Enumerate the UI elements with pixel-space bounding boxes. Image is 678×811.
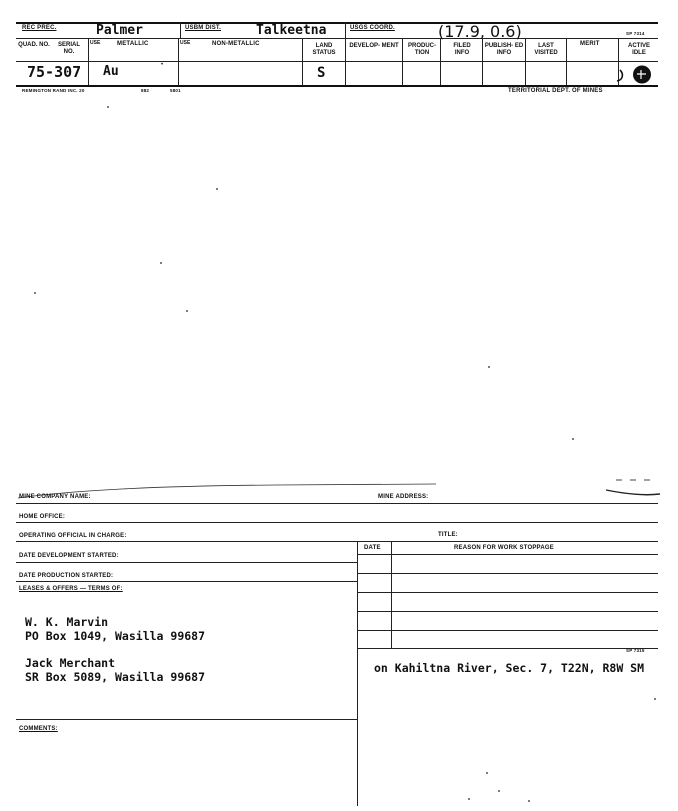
operating-official-label: OPERATING OFFICIAL IN CHARGE: (19, 533, 127, 539)
speck (160, 262, 162, 264)
col-divider-land (345, 38, 346, 85)
quad-label: QUAD. NO. (18, 42, 50, 48)
speck (498, 790, 500, 792)
top-card-rule-2 (16, 61, 658, 62)
active-idle-mark-icon (612, 64, 658, 86)
quad-serial-value: 75-307 (27, 63, 82, 81)
bottom-form-number: SP 7315 (626, 648, 645, 653)
col-divider-develop (402, 38, 403, 85)
usbm-dist-value: Talkeetna (256, 23, 327, 38)
top-form-number: SP 7314 (626, 31, 645, 36)
top-row-divider-2 (345, 22, 346, 39)
active-idle-label: ACTIVE IDLE (627, 43, 650, 56)
speck (654, 698, 656, 700)
top-footer-left: REMINGTON RAND INC. 20 (22, 88, 85, 93)
home-office-label: HOME OFFICE: (19, 514, 66, 520)
speck (34, 292, 36, 294)
col-divider-filed (482, 38, 483, 85)
center-divider (357, 541, 358, 806)
develop-label: DEVELOP- MENT (349, 43, 399, 49)
land-status-label: LAND STATUS (312, 43, 336, 56)
speck (468, 798, 470, 800)
land-status-value: S (317, 65, 326, 81)
stoppage-row-line-1 (357, 573, 658, 574)
last-visited-label: LAST VISITED (534, 43, 558, 56)
stoppage-row-line-2 (357, 592, 658, 593)
speck (216, 188, 218, 190)
top-footer-right: TERRITORIAL DEPT. OF MINES (508, 88, 603, 94)
usgs-coord-value: (17.9, 0.6) (438, 22, 522, 41)
col-divider-published (525, 38, 526, 85)
speck (186, 310, 188, 312)
rec-prec-label: REC PREC. (22, 25, 57, 31)
merit-label: MERIT (580, 41, 600, 47)
row-line-official (16, 541, 658, 542)
speck (488, 366, 490, 368)
row-line-comments (16, 719, 357, 720)
row-line-company (16, 503, 658, 504)
stoppage-row-line-3 (357, 611, 658, 612)
owner-1 (25, 615, 205, 643)
col-divider-production (440, 38, 441, 85)
metallic-value: Au (103, 64, 119, 79)
mine-company-label: MINE COMPANY NAME: (19, 494, 91, 500)
row-line-prod-started (16, 581, 357, 582)
metallic-label: METALLIC (117, 41, 149, 47)
usgs-coord-label: USGS COORD. (350, 25, 395, 31)
top-row-divider-1 (180, 22, 181, 39)
top-card-bottom-rule (16, 85, 658, 87)
filed-info-label: FILED INFO (453, 43, 471, 56)
rec-prec-value: Palmer (96, 23, 143, 38)
row-line-dev-started (16, 562, 357, 563)
leases-label: LEASES & OFFERS — TERMS OF: (19, 586, 123, 592)
col-divider-visited (566, 38, 567, 85)
reason-label: REASON FOR WORK STOPPAGE (454, 545, 554, 551)
date-column-divider (391, 541, 392, 648)
speck (107, 106, 109, 108)
usbm-dist-label: USBM DIST. (185, 25, 222, 31)
stoppage-header-line (357, 554, 658, 555)
speck (486, 772, 488, 774)
col-divider-nonmetallic (302, 38, 303, 85)
location-text: on Kahiltna River, Sec. 7, T22N, R8W SM (374, 661, 645, 675)
mine-address-label: MINE ADDRESS: (378, 494, 429, 500)
date-production-label: DATE PRODUCTION STARTED: (19, 573, 114, 579)
col-divider-quad (88, 38, 89, 85)
published-info-label: PUBLISH- ED INFO (484, 43, 524, 56)
production-label: PRODUC- TION (408, 43, 436, 56)
card-edge-decoration (16, 476, 662, 500)
stoppage-row-line-5 (357, 648, 658, 649)
owner-1-address: PO Box 1049, Wasilla 99687 (25, 629, 206, 643)
owner-2-name: Jack Merchant (25, 656, 116, 670)
speck (572, 438, 574, 440)
top-footer-num2: 5801 (170, 88, 181, 93)
speck (528, 800, 530, 802)
owner-2 (25, 656, 205, 684)
top-card-rule-1 (16, 38, 658, 39)
nonmetallic-label: NON-METALLIC (212, 41, 260, 47)
date-label: DATE (364, 545, 381, 551)
serial-label: SERIAL NO. (57, 42, 80, 55)
nonmetallic-use-label: USE (180, 40, 191, 46)
metallic-dot-mark: • (161, 62, 164, 68)
row-line-home-office (16, 522, 658, 523)
comments-label: COMMENTS: (19, 726, 58, 732)
metallic-use-label: USE (90, 40, 101, 46)
top-footer-num1: 882 (141, 88, 150, 93)
owner-2-address: SR Box 5089, Wasilla 99687 (25, 670, 206, 684)
title-label: TITLE: (438, 532, 458, 538)
date-development-label: DATE DEVELOPMENT STARTED: (19, 553, 119, 559)
owner-1-name: W. K. Marvin (25, 615, 109, 629)
col-divider-metallic (178, 38, 179, 85)
stoppage-row-line-4 (357, 630, 658, 631)
